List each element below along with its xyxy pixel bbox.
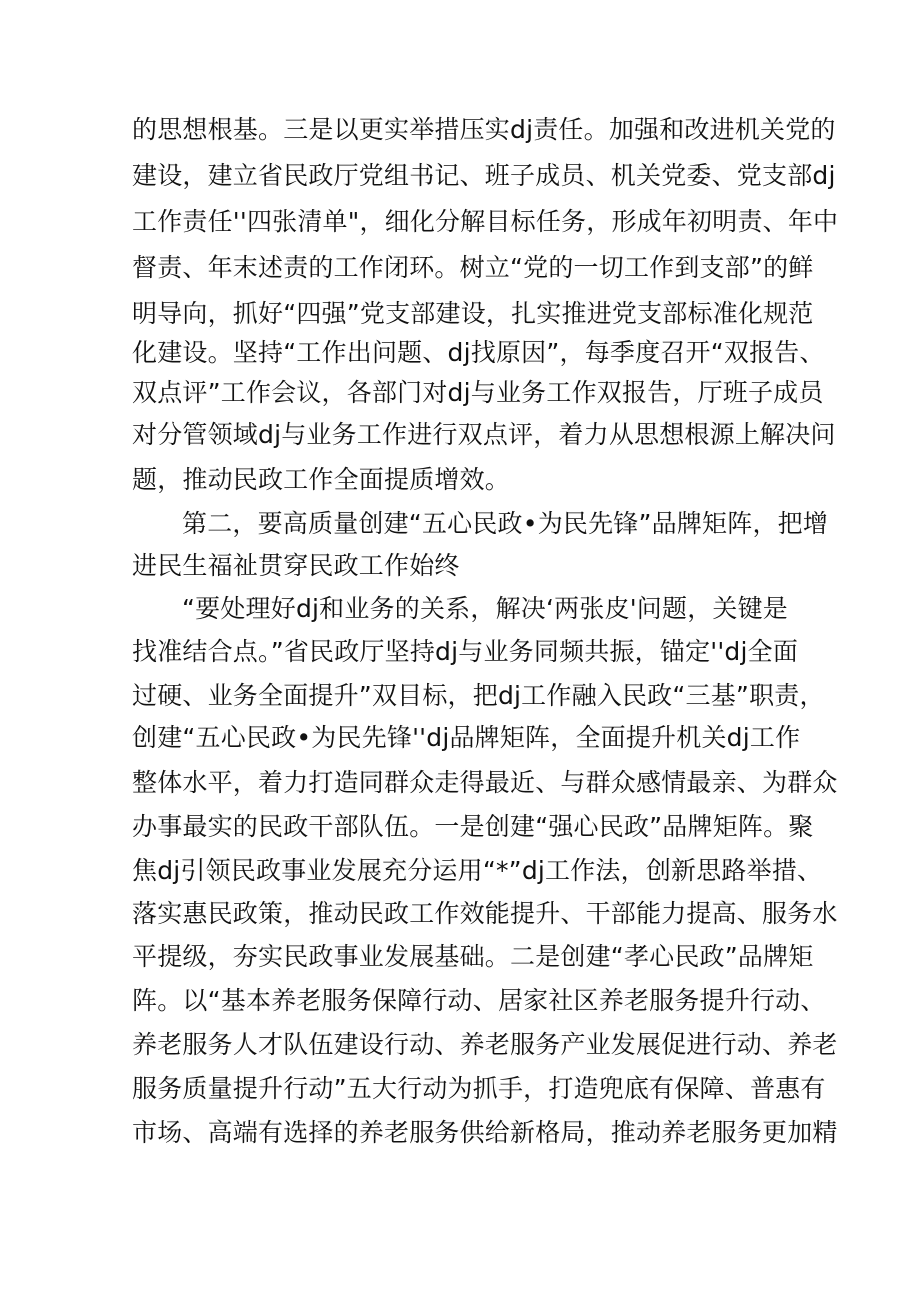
text-line-21: 阵。以“基本养老服务保障行动、居家社区养老服务提升行动、 [132, 986, 826, 1015]
text-line-2: 建设，建立省民政厅党组书记、班子成员、机关党委、党支部dj [132, 161, 836, 190]
text-line-22: 养老服务人才队伍建设行动、养老服务产业发展促进行动、养老 [132, 1030, 838, 1059]
text-line-23: 服务质量提升行动”五大行动为抓手，打造兜底有保障、普惠有 [132, 1074, 826, 1103]
text-line-16: 整体水平，着力打造同群众走得最近、与群众感情最亲、为群众 [132, 768, 838, 797]
text-line-5: 明导向，抓好“四强”党支部建设，扎实推进党支部标准化规范 [132, 299, 814, 328]
text-line-7: 双点评”工作会议，各部门对dj与业务工作双报告，厅班子成员 [132, 378, 824, 407]
text-line-3: 工作责任''四张清单"，细化分解目标任务，形成年初明责、年中 [132, 207, 839, 236]
section-heading-line-1: 第二，要高质量创建“五心民政•为民先锋”品牌矩阵，把增 [182, 509, 829, 538]
text-line-24: 市场、高端有选择的养老服务供给新格局，推动养老服务更加精 [132, 1118, 838, 1147]
text-line-20: 平提级，夯实民政事业发展基础。二是创建“孝心民政”品牌矩 [132, 942, 814, 971]
text-line-17: 办事最实的民政干部队伍。一是创建“强心民政”品牌矩阵。聚 [132, 812, 814, 841]
text-line-13: 找准结合点。”省民政厅坚持dj与业务同频共振，锚定''dj全面 [132, 637, 799, 666]
text-line-4: 督责、年末述责的工作闭环。树立“党的一切工作到支部”的鲜 [132, 253, 814, 282]
text-line-9: 题，推动民政工作全面提质增效。 [132, 465, 511, 494]
text-line-6: 化建设。坚持“工作出问题、dj找原因”，每季度召开“双报告、 [132, 338, 825, 367]
text-line-15: 创建“五心民政•为民先锋''dj品牌矩阵，全面提升机关dj工作 [132, 723, 801, 752]
text-line-1: 的思想根基。三是以更实举措压实dj责任。加强和改进机关党的 [132, 115, 836, 144]
text-line-18: 焦dj引领民政事业发展充分运用“*”dj工作法，创新思路举措、 [132, 856, 823, 885]
section-heading-line-2: 进民生福祉贯穿民政工作始终 [132, 551, 460, 580]
text-line-8: 对分管领域dj与业务工作进行双点评，着力从思想根源上解决问 [132, 420, 836, 449]
text-line-12: “要处理好dj和业务的关系，解决‘两张皮'问题，关键是 [182, 594, 788, 623]
text-line-14: 过硬、业务全面提升”双目标，把dj工作融入民政“三基”职责， [132, 681, 825, 710]
text-line-19: 落实惠民政策，推动民政工作效能提升、干部能力提高、服务水 [132, 899, 838, 928]
